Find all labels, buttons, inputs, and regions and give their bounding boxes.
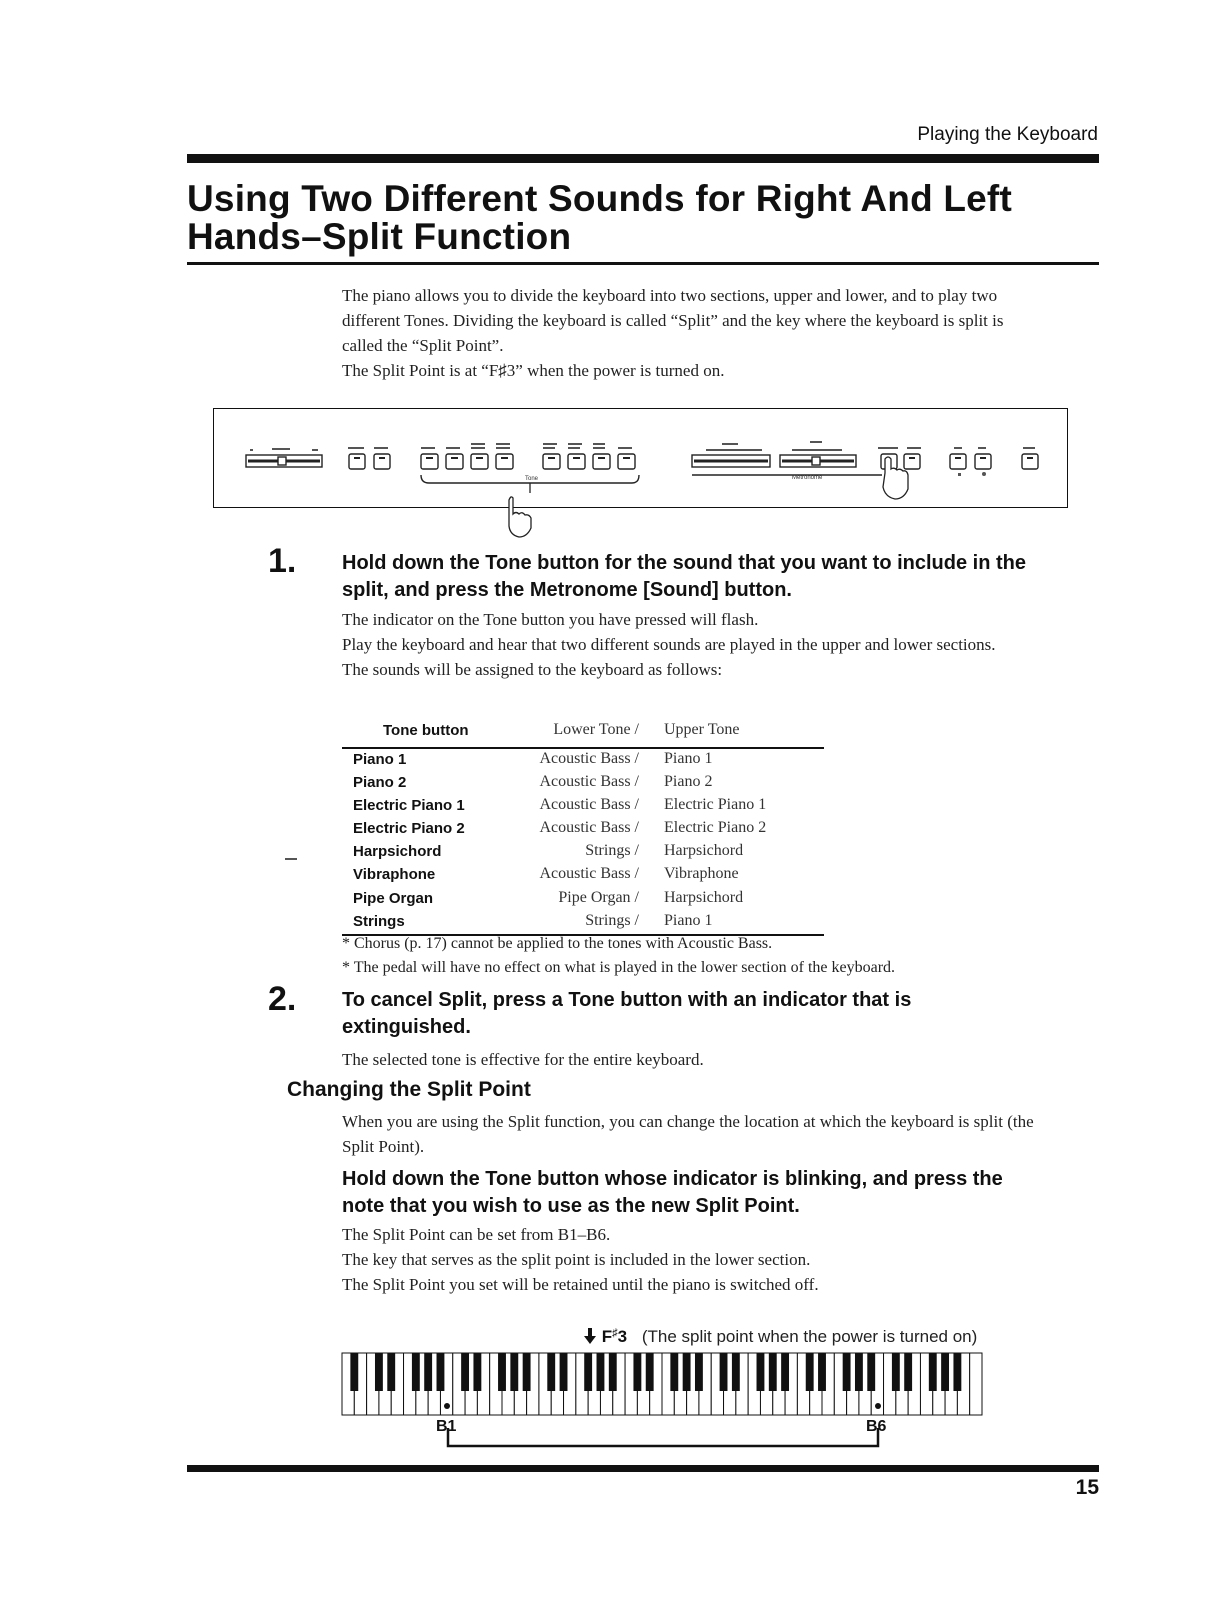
control-panel-illustration — [213, 408, 1068, 508]
table-row — [342, 772, 824, 795]
black-key — [498, 1353, 506, 1391]
cell-lower: Strings / — [585, 842, 639, 860]
black-key — [818, 1353, 826, 1391]
black-key — [560, 1353, 568, 1391]
step-number: 1. — [268, 542, 297, 580]
key-dot-b1 — [444, 1403, 450, 1409]
cell-lower: Acoustic Bass / — [539, 795, 639, 813]
black-key — [633, 1353, 641, 1391]
black-key — [867, 1353, 875, 1391]
intro-paragraph: The Split Point is at “F♯3” when the power is turned on. — [342, 361, 725, 380]
step-body — [342, 607, 1042, 682]
table-row — [342, 749, 824, 772]
cell-tone: Harpsichord — [353, 843, 442, 861]
table-row — [342, 818, 824, 841]
step-body-line: The sounds will be assigned to the keyboard as follows: — [342, 660, 723, 679]
cell-upper: Piano 1 — [664, 911, 713, 929]
black-key — [769, 1353, 777, 1391]
panel-label-metronome: Metronome — [792, 475, 823, 481]
cell-lower: Acoustic Bass / — [539, 772, 639, 790]
cell-tone: Vibraphone — [353, 866, 436, 884]
black-key — [473, 1353, 481, 1391]
black-key — [670, 1353, 678, 1391]
black-key — [350, 1353, 358, 1391]
split-octave: 3 — [617, 1327, 628, 1346]
range-bracket — [448, 1428, 878, 1446]
black-key — [597, 1353, 605, 1391]
piano-keyboard-icon — [341, 1352, 983, 1458]
black-key — [609, 1353, 617, 1391]
black-key — [412, 1353, 420, 1391]
notes — [342, 932, 1062, 980]
cell-lower: Pipe Organ / — [558, 888, 639, 906]
column-header-upper: Upper Tone — [664, 721, 740, 738]
black-key — [929, 1353, 937, 1391]
cell-upper: Harpsichord — [664, 842, 744, 860]
black-key — [547, 1353, 555, 1391]
black-key — [523, 1353, 531, 1391]
title-rule — [187, 262, 1099, 265]
header-rule — [187, 154, 1099, 163]
cell-lower: Acoustic Bass / — [539, 749, 639, 767]
black-key — [904, 1353, 912, 1391]
cell-lower: Acoustic Bass / — [539, 819, 639, 837]
split-sharp: ♯ — [612, 1327, 618, 1339]
black-key — [941, 1353, 949, 1391]
sub-body-line: The key that serves as the split point is included in the lower section. — [342, 1250, 811, 1269]
cell-upper: Harpsichord — [664, 888, 744, 906]
note-line: * The pedal will have no effect on what is played in the lower section of the keyboard. — [342, 959, 896, 976]
range-label-low: B1 — [436, 1418, 457, 1435]
table-row — [342, 888, 824, 911]
cell-upper: Electric Piano 2 — [664, 819, 767, 837]
intro-text — [342, 283, 1042, 383]
black-key — [646, 1353, 654, 1391]
black-key — [584, 1353, 592, 1391]
margin-mark — [285, 858, 297, 860]
step-heading: Hold down the Tone button for the sound that you want to include in the split, and press the Metronome [Sound] button. — [342, 552, 1026, 601]
table-row — [342, 911, 824, 934]
page-title-line1: Using Two Different Sounds for Right And Left — [187, 178, 1012, 219]
step-body-line: The indicator on the Tone button you have pressed will flash. — [342, 610, 759, 629]
column-header-tone: Tone button — [383, 722, 469, 739]
note-line: * Chorus (p. 17) cannot be applied to the tones with Acoustic Bass. — [342, 935, 773, 952]
cell-upper: Piano 1 — [664, 749, 713, 767]
sub-heading: Hold down the Tone button whose indicator is blinking, and press the note that you wish to use as the new Split Point. — [342, 1168, 1003, 1217]
table-row — [342, 864, 824, 887]
black-key — [892, 1353, 900, 1391]
step-body: The selected tone is effective for the entire keyboard. — [342, 1050, 704, 1069]
cell-tone: Strings — [353, 912, 405, 930]
black-key — [720, 1353, 728, 1391]
table-row — [342, 795, 824, 818]
cell-upper: Piano 2 — [664, 772, 713, 790]
table-row — [342, 841, 824, 864]
section-heading: Changing the Split Point — [287, 1078, 531, 1101]
black-key — [757, 1353, 765, 1391]
split-description: (The split point when the power is turned on) — [641, 1327, 978, 1346]
cell-tone: Pipe Organ — [353, 889, 434, 907]
split-note: F — [601, 1327, 613, 1346]
page-title — [187, 180, 1099, 256]
cell-tone: Electric Piano 2 — [353, 820, 465, 838]
sub-body-line: The Split Point can be set from B1–B6. — [342, 1225, 611, 1244]
footer-rule — [187, 1465, 1099, 1472]
black-key — [732, 1353, 740, 1391]
sub-body-line: The Split Point you set will be retained until the piano is switched off. — [342, 1275, 819, 1294]
control-panel-drawing — [214, 409, 1067, 507]
column-header-lower: Lower Tone / — [553, 721, 639, 738]
running-header: Playing the Keyboard — [917, 124, 1098, 145]
black-key — [806, 1353, 814, 1391]
cell-tone: Piano 1 — [353, 750, 407, 768]
step-heading: To cancel Split, press a Tone button with an indicator that is extinguished. — [342, 989, 912, 1038]
page-number: 15 — [1075, 1476, 1099, 1499]
black-key — [953, 1353, 961, 1391]
black-key — [855, 1353, 863, 1391]
cell-tone: Electric Piano 1 — [353, 796, 465, 814]
black-key — [843, 1353, 851, 1391]
intro-paragraph: The piano allows you to divide the keyboard into two sections, upper and lower, and to play two different Tones. Dividing the keyboard is called “Split” and the key where the keyboard is split is called the “Split Point”. — [342, 286, 1004, 355]
black-key — [424, 1353, 432, 1391]
range-label-high: B6 — [866, 1418, 887, 1435]
black-key — [387, 1353, 395, 1391]
step-number: 2. — [268, 980, 297, 1018]
step-body-line: Play the keyboard and hear that two different sounds are played in the upper and lower sections. — [342, 635, 996, 654]
black-key — [461, 1353, 469, 1391]
section-body: When you are using the Split function, you can change the location at which the keyboard is split (the Split Point). — [342, 1112, 1034, 1156]
black-key — [437, 1353, 445, 1391]
cell-lower: Strings / — [585, 911, 639, 929]
black-key — [683, 1353, 691, 1391]
cell-tone: Piano 2 — [353, 773, 407, 791]
black-key — [695, 1353, 703, 1391]
tone-assignment-table — [342, 718, 824, 936]
split-point-label — [583, 1327, 977, 1347]
panel-label-tone: Tone — [525, 476, 539, 482]
black-key — [781, 1353, 789, 1391]
black-key — [375, 1353, 383, 1391]
black-key — [510, 1353, 518, 1391]
cell-upper: Electric Piano 1 — [664, 795, 767, 813]
cell-lower: Acoustic Bass / — [539, 865, 639, 883]
pointing-hand-icon — [505, 494, 541, 540]
down-arrow-icon — [583, 1328, 597, 1344]
cell-upper: Vibraphone — [664, 865, 739, 883]
key-dot-b6 — [875, 1403, 881, 1409]
table-header-row — [342, 718, 824, 747]
page-title-line2: Hands–Split Function — [187, 216, 572, 257]
white-key — [970, 1353, 982, 1415]
sub-body — [342, 1222, 1042, 1297]
